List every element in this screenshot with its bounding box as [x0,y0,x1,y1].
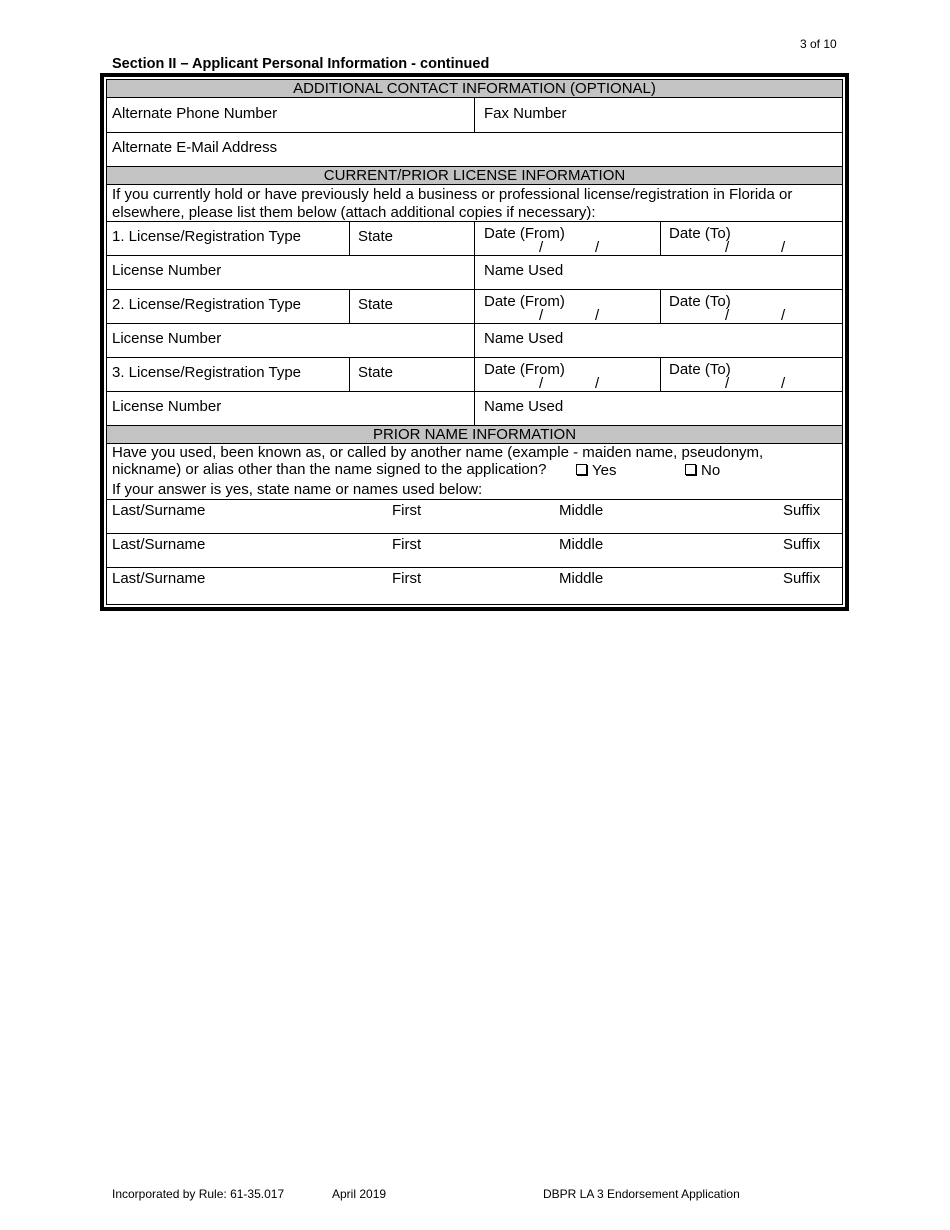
date-separator: / [781,375,786,392]
no-label: No [701,462,721,479]
date-separator: / [725,239,730,256]
license-2-date-to-field[interactable]: Date (To) [669,293,731,310]
license-1-state-field[interactable]: State [358,228,394,245]
name-1-suffix-field[interactable]: Suffix [783,502,821,519]
yes-checkbox[interactable] [576,464,587,475]
license-1-name-used-field[interactable]: Name Used [484,262,564,279]
license-1-number-field[interactable]: License Number [112,262,222,279]
alt-email-field[interactable]: Alternate E-Mail Address [112,139,278,156]
name-2-last-field[interactable]: Last/Surname [112,536,206,553]
application-form [100,73,849,611]
section-title: Section II – Applicant Personal Information - continued [112,56,490,72]
license-1-date-to-field[interactable]: Date (To) [669,225,731,242]
no-checkbox[interactable] [685,464,696,475]
yes-label: Yes [592,462,617,479]
date-separator: / [595,239,600,256]
form-inner-frame [106,79,843,605]
footer-form-name: DBPR LA 3 Endorsement Application [543,1187,740,1201]
divider [107,567,842,568]
name-2-middle-field[interactable]: Middle [559,536,604,553]
divider [107,255,842,256]
date-separator: / [595,375,600,392]
prior-name-header: PRIOR NAME INFORMATION [107,426,842,444]
date-separator: / [539,307,544,324]
name-3-suffix-field[interactable]: Suffix [783,570,821,587]
prior-name-question: Have you used, been known as, or called by another name (example - maiden name, pseudonym, nickname) or alias other than the name signed to the application? [112,444,764,478]
page-number: 3 of 10 [800,37,837,51]
date-separator: / [539,375,544,392]
license-2-number-field[interactable]: License Number [112,330,222,347]
fax-field[interactable]: Fax Number [484,105,567,122]
divider [107,533,842,534]
footer-date: April 2019 [332,1187,387,1201]
yes-option[interactable] [576,462,616,479]
license-2-state-field[interactable]: State [358,296,394,313]
divider [107,132,842,133]
name-2-first-field[interactable]: First [392,536,422,553]
date-separator: / [595,307,600,324]
license-2-type-field[interactable]: 2. License/Registration Type [112,296,302,313]
divider [474,98,475,132]
name-3-middle-field[interactable]: Middle [559,570,604,587]
license-1-type-field[interactable]: 1. License/Registration Type [112,228,302,245]
divider [349,289,350,323]
license-2-name-used-field[interactable]: Name Used [484,330,564,347]
license-3-name-used-field[interactable]: Name Used [484,398,564,415]
footer-rule: Incorporated by Rule: 61-35.017 [112,1187,285,1201]
license-3-date-to-field[interactable]: Date (To) [669,361,731,378]
divider [107,323,842,324]
alt-phone-field[interactable]: Alternate Phone Number [112,105,278,122]
no-option[interactable] [685,462,720,479]
license-3-date-from-field[interactable]: Date (From) [484,361,565,378]
date-separator: / [539,239,544,256]
license-3-state-field[interactable]: State [358,364,394,381]
divider [349,221,350,255]
name-1-first-field[interactable]: First [392,502,422,519]
date-separator: / [781,239,786,256]
license-3-number-field[interactable]: License Number [112,398,222,415]
license-2-date-from-field[interactable]: Date (From) [484,293,565,310]
divider [660,357,661,391]
license-1-date-from-field[interactable]: Date (From) [484,225,565,242]
license-instructions: If you currently hold or have previously held a business or professional license/registration in Florida or elsewhere, please list them below (attach additional copies if necessary): [112,186,793,221]
name-1-last-field[interactable]: Last/Surname [112,502,206,519]
divider [660,289,661,323]
divider [107,499,842,500]
date-separator: / [725,375,730,392]
name-1-middle-field[interactable]: Middle [559,502,604,519]
name-3-last-field[interactable]: Last/Surname [112,570,206,587]
divider [660,221,661,255]
prior-name-followup: If your answer is yes, state name or names used below: [112,481,483,498]
divider [107,391,842,392]
license-info-header: CURRENT/PRIOR LICENSE INFORMATION [107,167,842,185]
date-separator: / [725,307,730,324]
name-2-suffix-field[interactable]: Suffix [783,536,821,553]
name-3-first-field[interactable]: First [392,570,422,587]
date-separator: / [781,307,786,324]
license-3-type-field[interactable]: 3. License/Registration Type [112,364,302,381]
additional-contact-header: ADDITIONAL CONTACT INFORMATION (OPTIONAL) [107,80,842,98]
divider [349,357,350,391]
